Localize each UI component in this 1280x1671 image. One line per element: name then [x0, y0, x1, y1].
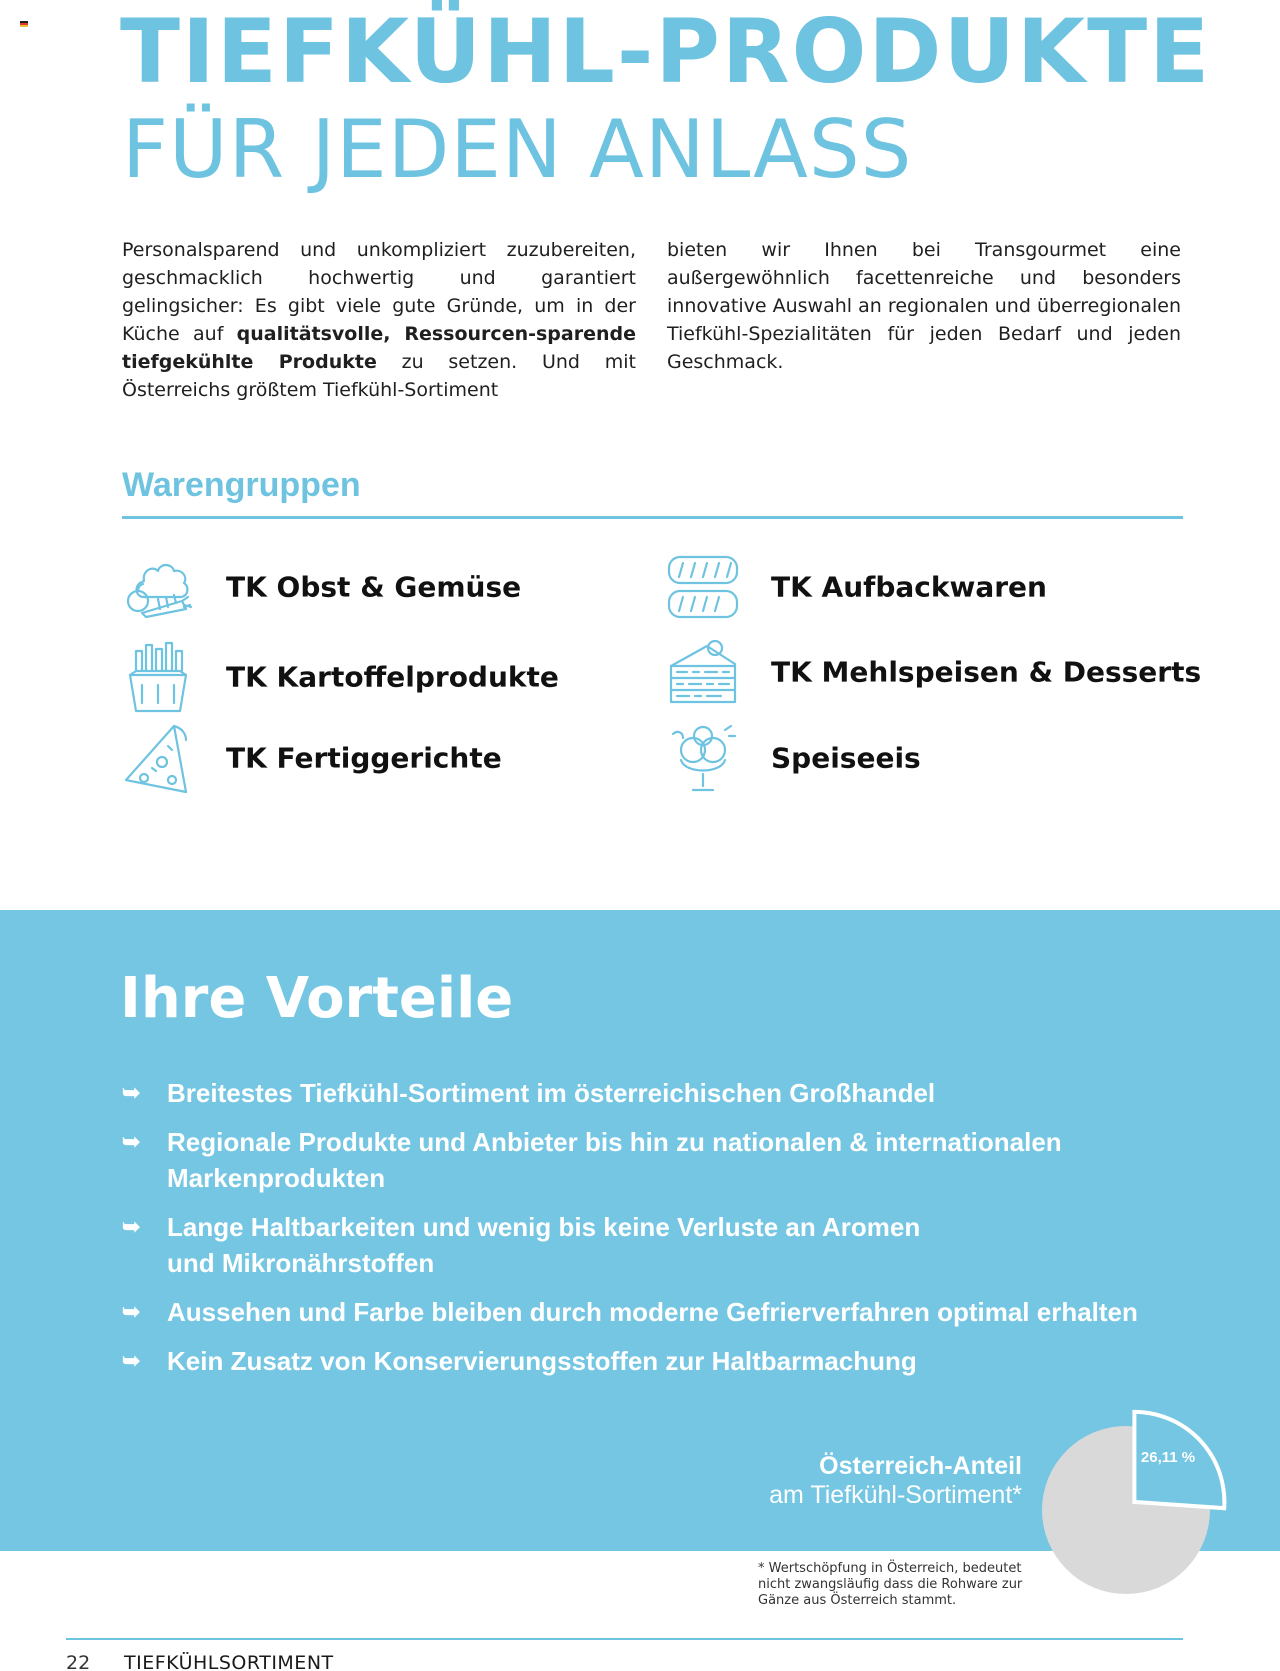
- group-item-kartoffelprodukte: [122, 641, 559, 713]
- footer-section-title: TIEFKÜHLSORTIMENT: [124, 1652, 334, 1671]
- group-item-obst-gemuese: [122, 551, 522, 623]
- group-label: TK Fertiggerichte: [226, 741, 502, 775]
- vorteile-line: und Mikronährstoffen: [167, 1248, 435, 1278]
- pizza-icon: [122, 722, 194, 794]
- group-label: TK Aufbackwaren: [771, 570, 1047, 604]
- group-item-speiseeis: [667, 722, 921, 794]
- footer-divider: [66, 1638, 1183, 1640]
- vorteile-line: Markenprodukten: [167, 1163, 386, 1193]
- share-label-title: Österreich-Anteil: [819, 1452, 1022, 1480]
- fries-icon: [122, 641, 194, 713]
- vorteile-line: Breitestes Tiefkühl-Sortiment im österreichischen Großhandel: [167, 1078, 936, 1108]
- vorteile-list-item: [122, 1209, 1182, 1281]
- arrow-icon: ➥: [122, 1348, 141, 1373]
- vorteile-list-item: [122, 1124, 1182, 1196]
- bread-icon: [667, 551, 739, 623]
- intro-text-part1: Personalsparend und unkompliziert zuzubereiten, geschmacklich hochwertig und garantiert gelingsicher: Es gibt viele gute Gründe, um in der Küche auf: [122, 239, 636, 345]
- vorteile-list-item: [122, 1075, 1182, 1111]
- intro-text-left: [122, 236, 636, 404]
- intro-text-part2: zu setzen. Und mit Österreichs größtem Tiefkühl-Sortiment: [122, 351, 636, 401]
- arrow-icon: ➥: [122, 1299, 141, 1324]
- page-subtitle: FÜR JEDEN ANLASS: [122, 103, 913, 196]
- arrow-icon: ➥: [122, 1129, 141, 1154]
- vorteile-line: Kein Zusatz von Konservierungsstoffen zur Haltbarmachung: [167, 1346, 917, 1376]
- vorteile-line: Regionale Produkte und Anbieter bis hin zu nationalen & internationalen: [167, 1127, 1062, 1157]
- pie-slice-label: 26,11 %: [1140, 1449, 1196, 1466]
- group-label: TK Obst & Gemüse: [226, 570, 522, 604]
- vorteile-line: Lange Haltbarkeiten und wenig bis keine Verluste an Aromen: [167, 1212, 921, 1242]
- page-title: TIEFKÜHL-PRODUKTE: [120, 0, 1212, 103]
- group-item-fertiggerichte: [122, 722, 502, 794]
- group-item-aufbackwaren: [667, 551, 1047, 623]
- arrow-icon: ➥: [122, 1214, 141, 1239]
- share-label-subtitle: am Tiefkühl-Sortiment*: [769, 1481, 1022, 1509]
- intro-text-bold: qualitätsvolle, Ressourcen-sparende tiefgekühlte Produkte: [122, 323, 636, 373]
- vorteile-line: Aussehen und Farbe bleiben durch moderne Gefrierverfahren optimal erhalten: [167, 1297, 1138, 1327]
- fruit-vegetable-icon: [122, 551, 194, 623]
- group-label: Speiseeis: [771, 741, 921, 775]
- section-divider: [122, 516, 1183, 519]
- group-label: TK Mehlspeisen & Desserts: [771, 655, 1202, 689]
- intro-text-right: bieten wir Ihnen bei Transgourmet eine außergewöhnlich facettenreiche und besonders innovative Auswahl an regionalen und überregionalen Tiefkühl-Spezialitäten für jeden Bedarf und jeden Geschmack.: [667, 239, 1181, 373]
- share-pie-chart: [1030, 1386, 1270, 1596]
- vorteile-list-item: [122, 1294, 1182, 1330]
- vorteile-heading: Ihre Vorteile: [120, 966, 514, 1031]
- vorteile-list: [122, 1075, 1182, 1392]
- ice-cream-icon: [667, 722, 739, 794]
- footnote: * Wertschöpfung in Österreich, bedeutet nicht zwangsläufig dass die Rohware zur Gänze aus Österreich stammt.: [758, 1561, 1023, 1608]
- page-number: 22: [66, 1652, 91, 1671]
- arrow-icon: ➥: [122, 1080, 141, 1105]
- warengruppen-heading: Warengruppen: [122, 466, 361, 504]
- flag-icon: [20, 21, 28, 27]
- vorteile-list-item: [122, 1343, 1182, 1379]
- group-item-mehlspeisen-desserts: [667, 636, 1202, 708]
- group-label: TK Kartoffelprodukte: [226, 660, 559, 694]
- cake-icon: [667, 636, 739, 708]
